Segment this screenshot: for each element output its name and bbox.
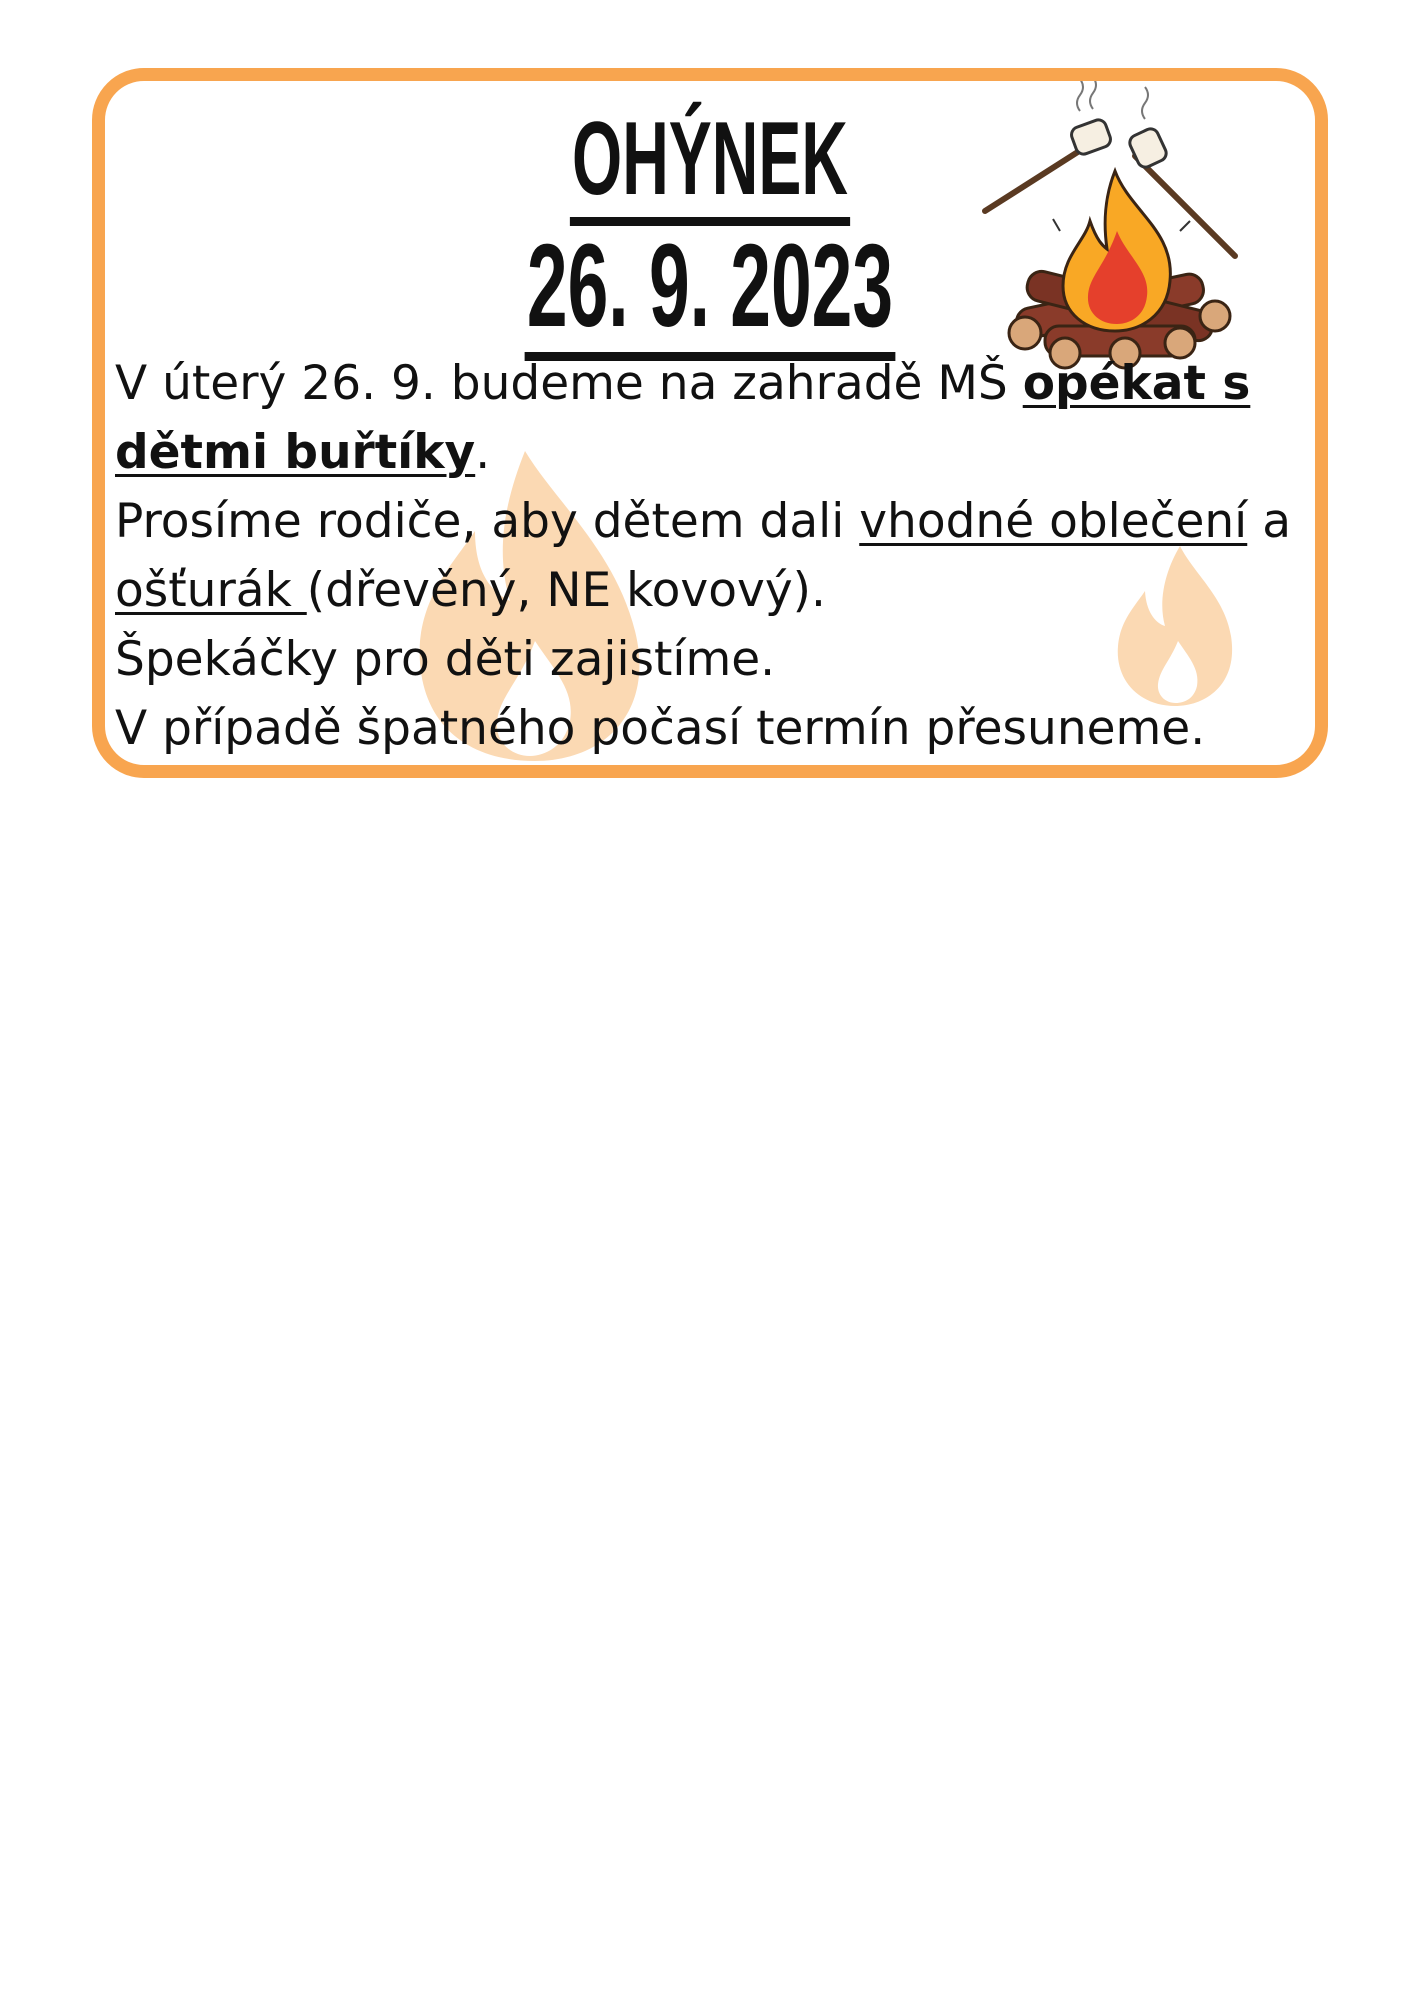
line-3: Špekáčky pro děti zajistíme. xyxy=(115,632,776,687)
event-date: 26. 9. 2023 xyxy=(335,221,1085,351)
line-2: Prosíme rodiče, aby dětem dali vhodné oblečení a ošťurák (dřevěný, NE kovový). xyxy=(115,494,1291,618)
announcement-card xyxy=(92,68,1328,778)
line-1: V úterý 26. 9. budeme na zahradě MŠ opékat s dětmi buřtíky. xyxy=(115,356,1251,480)
announcement-body xyxy=(115,349,1325,763)
title: OHÝNEK xyxy=(335,103,1085,215)
line-4: V případě špatného počasí termín přesuneme. xyxy=(115,701,1206,756)
